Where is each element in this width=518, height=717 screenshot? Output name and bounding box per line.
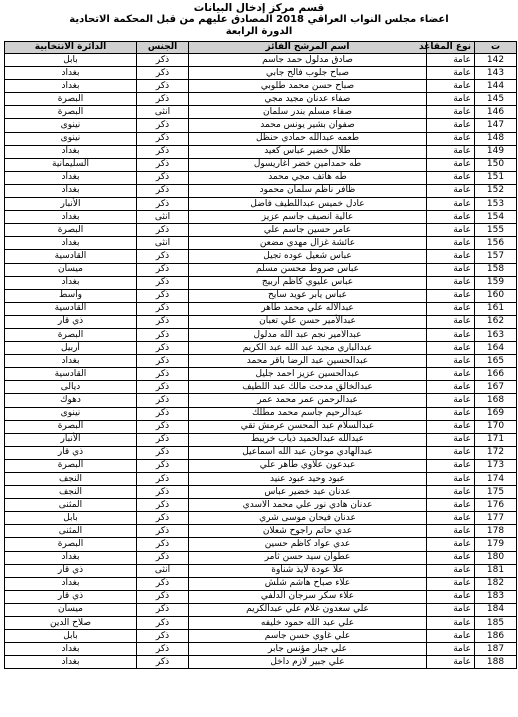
candidate-name-cell: عباس يابر عويد سايح bbox=[189, 289, 427, 302]
table-row bbox=[5, 355, 517, 368]
candidate-name-cell: عبدالله عبدالحميد ذياب خريبط bbox=[189, 433, 427, 446]
candidate-name-cell: عدي عواد كاظم حسين bbox=[189, 538, 427, 551]
seat-type-cell: عامة bbox=[427, 420, 475, 433]
row-number-cell: 179 bbox=[475, 538, 517, 551]
row-number-cell: 182 bbox=[475, 577, 517, 590]
district-cell: البصرة bbox=[5, 538, 137, 551]
row-number-cell: 147 bbox=[475, 119, 517, 132]
gender-cell: ذكر bbox=[137, 446, 189, 459]
row-number-cell: 144 bbox=[475, 80, 517, 93]
candidate-name-cell: عبدعون علاوي طاهر علي bbox=[189, 459, 427, 472]
district-cell: بغداد bbox=[5, 656, 137, 669]
gender-cell: ذكر bbox=[137, 473, 189, 486]
column-header-gender: الجنس bbox=[137, 42, 189, 54]
candidate-name-cell: عبدالامير نجم عبد الله مدلول bbox=[189, 328, 427, 341]
seat-type-cell: عامة bbox=[427, 446, 475, 459]
gender-cell: ذكر bbox=[137, 368, 189, 381]
row-number-cell: 169 bbox=[475, 407, 517, 420]
table-row bbox=[5, 106, 517, 119]
seat-type-cell: عامة bbox=[427, 302, 475, 315]
row-number-cell: 159 bbox=[475, 276, 517, 289]
seat-type-cell: عامة bbox=[427, 617, 475, 630]
gender-cell: ذكر bbox=[137, 525, 189, 538]
table-row bbox=[5, 459, 517, 472]
candidate-name-cell: علاء سكر سرجان الدلفي bbox=[189, 590, 427, 603]
district-cell: البصرة bbox=[5, 106, 137, 119]
table-row bbox=[5, 656, 517, 669]
gender-cell: ذكر bbox=[137, 630, 189, 643]
gender-cell: ذكر bbox=[137, 289, 189, 302]
table-row bbox=[5, 237, 517, 250]
seat-type-cell: عامة bbox=[427, 577, 475, 590]
gender-cell: ذكر bbox=[137, 171, 189, 184]
row-number-cell: 161 bbox=[475, 302, 517, 315]
candidate-name-cell: صفوان بشير يونس محمد bbox=[189, 119, 427, 132]
district-cell: القادسية bbox=[5, 250, 137, 263]
gender-cell: ذكر bbox=[137, 538, 189, 551]
seat-type-cell: عامة bbox=[427, 132, 475, 145]
district-cell: أربيل bbox=[5, 342, 137, 355]
row-number-cell: 146 bbox=[475, 106, 517, 119]
district-cell: نينوى bbox=[5, 132, 137, 145]
gender-cell: ذكر bbox=[137, 656, 189, 669]
row-number-cell: 178 bbox=[475, 525, 517, 538]
district-cell: نينوى bbox=[5, 119, 137, 132]
seat-type-cell: عامة bbox=[427, 67, 475, 80]
row-number-cell: 156 bbox=[475, 237, 517, 250]
row-number-cell: 171 bbox=[475, 433, 517, 446]
district-cell: الأنبار bbox=[5, 433, 137, 446]
table-row bbox=[5, 381, 517, 394]
row-number-cell: 185 bbox=[475, 617, 517, 630]
column-header-seat-type: نوع المقاعد bbox=[427, 42, 475, 54]
gender-cell: ذكر bbox=[137, 643, 189, 656]
gender-cell: ذكر bbox=[137, 394, 189, 407]
table-row bbox=[5, 407, 517, 420]
gender-cell: ذكر bbox=[137, 342, 189, 355]
row-number-cell: 174 bbox=[475, 473, 517, 486]
seat-type-cell: عامة bbox=[427, 224, 475, 237]
district-cell: صلاح الدين bbox=[5, 617, 137, 630]
seat-type-cell: عامة bbox=[427, 237, 475, 250]
row-number-cell: 160 bbox=[475, 289, 517, 302]
table-row bbox=[5, 643, 517, 656]
table-row bbox=[5, 67, 517, 80]
district-cell: القادسية bbox=[5, 302, 137, 315]
column-header-district: الدائرة الانتخابية bbox=[5, 42, 137, 54]
district-cell: ذي قار bbox=[5, 590, 137, 603]
candidate-name-cell: صباح حسن محمد طلوبي bbox=[189, 80, 427, 93]
district-cell: بغداد bbox=[5, 577, 137, 590]
candidate-name-cell: عامر حسين جاسم علي bbox=[189, 224, 427, 237]
district-cell: نينوى bbox=[5, 407, 137, 420]
gender-cell: انثى bbox=[137, 106, 189, 119]
row-number-cell: 152 bbox=[475, 184, 517, 197]
candidate-name-cell: صباح جلوب فالح جابي bbox=[189, 67, 427, 80]
district-cell: السليمانية bbox=[5, 158, 137, 171]
candidate-name-cell: عبدالباري مجيد عبد الله عبد الكريم bbox=[189, 342, 427, 355]
table-row bbox=[5, 499, 517, 512]
gender-cell: ذكر bbox=[137, 551, 189, 564]
district-cell: بغداد bbox=[5, 80, 137, 93]
candidate-name-cell: علي جبار مؤنس جابر bbox=[189, 643, 427, 656]
seat-type-cell: عامة bbox=[427, 342, 475, 355]
district-cell: بغداد bbox=[5, 355, 137, 368]
table-row bbox=[5, 184, 517, 197]
gender-cell: ذكر bbox=[137, 486, 189, 499]
table-row bbox=[5, 486, 517, 499]
table-row bbox=[5, 263, 517, 276]
table-row bbox=[5, 276, 517, 289]
row-number-cell: 181 bbox=[475, 564, 517, 577]
seat-type-cell: عامة bbox=[427, 551, 475, 564]
candidate-name-cell: عبدالسلام عبد المحسن عرمش تقي bbox=[189, 420, 427, 433]
row-number-cell: 180 bbox=[475, 551, 517, 564]
table-row bbox=[5, 603, 517, 616]
district-cell: النجف bbox=[5, 473, 137, 486]
table-row bbox=[5, 525, 517, 538]
table-row bbox=[5, 564, 517, 577]
document-title: اعضاء مجلس النواب العراقي 2018 المصادق عليهم من قبل المحكمة الاتحادية bbox=[69, 14, 449, 25]
district-cell: بغداد bbox=[5, 643, 137, 656]
table-row bbox=[5, 224, 517, 237]
seat-type-cell: عامة bbox=[427, 394, 475, 407]
candidate-name-cell: طلال خضير عباس كعيد bbox=[189, 145, 427, 158]
seat-type-cell: عامة bbox=[427, 459, 475, 472]
candidate-name-cell: علي جبير لازم داخل bbox=[189, 656, 427, 669]
gender-cell: ذكر bbox=[137, 276, 189, 289]
row-number-cell: 153 bbox=[475, 198, 517, 211]
candidate-name-cell: طه هاتف مجي محمد bbox=[189, 171, 427, 184]
row-number-cell: 158 bbox=[475, 263, 517, 276]
district-cell: البصرة bbox=[5, 224, 137, 237]
candidate-name-cell: عدنان فيحان موسى شري bbox=[189, 512, 427, 525]
table-header-row bbox=[5, 42, 517, 54]
row-number-cell: 148 bbox=[475, 132, 517, 145]
candidate-name-cell: عباس صروط محسن مسلم bbox=[189, 263, 427, 276]
table-row bbox=[5, 250, 517, 263]
candidate-name-cell: علاء صباح هاشم شلش bbox=[189, 577, 427, 590]
table-row bbox=[5, 433, 517, 446]
row-number-cell: 154 bbox=[475, 211, 517, 224]
candidate-name-cell: عبدالهادي موحان عبد الله اسماعيل bbox=[189, 446, 427, 459]
gender-cell: ذكر bbox=[137, 315, 189, 328]
gender-cell: ذكر bbox=[137, 93, 189, 106]
seat-type-cell: عامة bbox=[427, 315, 475, 328]
gender-cell: ذكر bbox=[137, 328, 189, 341]
district-cell: الأنبار bbox=[5, 198, 137, 211]
seat-type-cell: عامة bbox=[427, 473, 475, 486]
seat-type-cell: عامة bbox=[427, 381, 475, 394]
gender-cell: ذكر bbox=[137, 407, 189, 420]
table-row bbox=[5, 171, 517, 184]
table-row bbox=[5, 119, 517, 132]
table-row bbox=[5, 315, 517, 328]
seat-type-cell: عامة bbox=[427, 499, 475, 512]
gender-cell: ذكر bbox=[137, 80, 189, 93]
gender-cell: ذكر bbox=[137, 302, 189, 315]
row-number-cell: 166 bbox=[475, 368, 517, 381]
gender-cell: ذكر bbox=[137, 250, 189, 263]
gender-cell: ذكر bbox=[137, 132, 189, 145]
row-number-cell: 164 bbox=[475, 342, 517, 355]
candidate-name-cell: عبدالأمير حسن علي تعبان bbox=[189, 315, 427, 328]
district-cell: بابل bbox=[5, 54, 137, 67]
gender-cell: ذكر bbox=[137, 158, 189, 171]
table-row bbox=[5, 420, 517, 433]
candidate-name-cell: عبدالحسين عزيز احمد جليل bbox=[189, 368, 427, 381]
table-row bbox=[5, 302, 517, 315]
table-row bbox=[5, 158, 517, 171]
district-cell: البصرة bbox=[5, 93, 137, 106]
table-row bbox=[5, 80, 517, 93]
row-number-cell: 183 bbox=[475, 590, 517, 603]
candidate-name-cell: صفاء عدنان مجيد مجي bbox=[189, 93, 427, 106]
table-row bbox=[5, 289, 517, 302]
candidate-name-cell: صادق مدلول حمد جاسم bbox=[189, 54, 427, 67]
column-header-candidate-name: اسم المرشح الفائز bbox=[189, 42, 427, 54]
table-row bbox=[5, 145, 517, 158]
table-row bbox=[5, 198, 517, 211]
candidate-name-cell: علي سعدون غلام علي عبدالكريم bbox=[189, 603, 427, 616]
gender-cell: ذكر bbox=[137, 145, 189, 158]
gender-cell: انثى bbox=[137, 237, 189, 250]
gender-cell: ذكر bbox=[137, 499, 189, 512]
seat-type-cell: عامة bbox=[427, 145, 475, 158]
row-number-cell: 143 bbox=[475, 67, 517, 80]
gender-cell: ذكر bbox=[137, 355, 189, 368]
table-row bbox=[5, 630, 517, 643]
seat-type-cell: عامة bbox=[427, 54, 475, 67]
seat-type-cell: عامة bbox=[427, 590, 475, 603]
candidate-name-cell: عبدالرحيم جاسم محمد مطلك bbox=[189, 407, 427, 420]
row-number-cell: 167 bbox=[475, 381, 517, 394]
table-row bbox=[5, 512, 517, 525]
row-number-cell: 168 bbox=[475, 394, 517, 407]
table-row bbox=[5, 394, 517, 407]
seat-type-cell: عامة bbox=[427, 263, 475, 276]
gender-cell: ذكر bbox=[137, 263, 189, 276]
row-number-cell: 176 bbox=[475, 499, 517, 512]
seat-type-cell: عامة bbox=[427, 106, 475, 119]
candidate-name-cell: ظافر ناظم سلمان محمود bbox=[189, 184, 427, 197]
candidate-name-cell: عبدالخالق مدحت مالك عبد اللطيف bbox=[189, 381, 427, 394]
row-number-cell: 172 bbox=[475, 446, 517, 459]
gender-cell: ذكر bbox=[137, 433, 189, 446]
department-title: قسم مركز إدخال البيانات bbox=[193, 2, 325, 14]
table-row bbox=[5, 590, 517, 603]
gender-cell: ذكر bbox=[137, 119, 189, 132]
district-cell: بغداد bbox=[5, 171, 137, 184]
row-number-cell: 186 bbox=[475, 630, 517, 643]
candidate-name-cell: عدنان هادي نور علي محمد الاسدي bbox=[189, 499, 427, 512]
gender-cell: ذكر bbox=[137, 67, 189, 80]
district-cell: بغداد bbox=[5, 145, 137, 158]
table-row bbox=[5, 538, 517, 551]
district-cell: بغداد bbox=[5, 211, 137, 224]
candidate-name-cell: علي عبد الله حمود خليفه bbox=[189, 617, 427, 630]
session-title: الدورة الرابعة bbox=[225, 26, 293, 37]
row-number-cell: 173 bbox=[475, 459, 517, 472]
seat-type-cell: عامة bbox=[427, 538, 475, 551]
district-cell: ذي قار bbox=[5, 315, 137, 328]
gender-cell: ذكر bbox=[137, 184, 189, 197]
district-cell: واسط bbox=[5, 289, 137, 302]
candidate-name-cell: عبود وحيد عبود عنيد bbox=[189, 473, 427, 486]
district-cell: البصرة bbox=[5, 459, 137, 472]
seat-type-cell: عامة bbox=[427, 171, 475, 184]
seat-type-cell: عامة bbox=[427, 80, 475, 93]
table-row bbox=[5, 211, 517, 224]
row-number-cell: 151 bbox=[475, 171, 517, 184]
district-cell: بابل bbox=[5, 630, 137, 643]
seat-type-cell: عامة bbox=[427, 368, 475, 381]
seat-type-cell: عامة bbox=[427, 211, 475, 224]
district-cell: دهوك bbox=[5, 394, 137, 407]
seat-type-cell: عامة bbox=[427, 276, 475, 289]
row-number-cell: 163 bbox=[475, 328, 517, 341]
candidate-name-cell: عالية انصيف جاسم عزيز bbox=[189, 211, 427, 224]
seat-type-cell: عامة bbox=[427, 184, 475, 197]
district-cell: ميسان bbox=[5, 603, 137, 616]
table-row bbox=[5, 446, 517, 459]
candidate-name-cell: عائشة غزال مهدي مضعن bbox=[189, 237, 427, 250]
seat-type-cell: عامة bbox=[427, 158, 475, 171]
gender-cell: ذكر bbox=[137, 459, 189, 472]
seat-type-cell: عامة bbox=[427, 119, 475, 132]
candidate-name-cell: علي غاوي حسن جاسم bbox=[189, 630, 427, 643]
candidate-name-cell: عبدالحسين عبد الرضا باقر محمد bbox=[189, 355, 427, 368]
seat-type-cell: عامة bbox=[427, 289, 475, 302]
row-number-cell: 170 bbox=[475, 420, 517, 433]
seat-type-cell: عامة bbox=[427, 433, 475, 446]
district-cell: المثنى bbox=[5, 525, 137, 538]
candidate-name-cell: عبدالرحمن عمر محمد عمر bbox=[189, 394, 427, 407]
row-number-cell: 165 bbox=[475, 355, 517, 368]
seat-type-cell: عامة bbox=[427, 407, 475, 420]
district-cell: القادسية bbox=[5, 368, 137, 381]
row-number-cell: 175 bbox=[475, 486, 517, 499]
district-cell: بغداد bbox=[5, 67, 137, 80]
gender-cell: انثى bbox=[137, 211, 189, 224]
district-cell: ديالى bbox=[5, 381, 137, 394]
seat-type-cell: عامة bbox=[427, 328, 475, 341]
row-number-cell: 187 bbox=[475, 643, 517, 656]
district-cell: ميسان bbox=[5, 263, 137, 276]
gender-cell: ذكر bbox=[137, 512, 189, 525]
gender-cell: ذكر bbox=[137, 420, 189, 433]
table-row bbox=[5, 473, 517, 486]
seat-type-cell: عامة bbox=[427, 603, 475, 616]
table-row bbox=[5, 132, 517, 145]
candidate-name-cell: عباس شعيل عوده تجيل bbox=[189, 250, 427, 263]
column-header-number: ت bbox=[475, 42, 517, 54]
gender-cell: انثى bbox=[137, 564, 189, 577]
candidate-name-cell: طعمه عبدالله حمادي حنظل bbox=[189, 132, 427, 145]
seat-type-cell: عامة bbox=[427, 656, 475, 669]
gender-cell: ذكر bbox=[137, 617, 189, 630]
seat-type-cell: عامة bbox=[427, 564, 475, 577]
seat-type-cell: عامة bbox=[427, 630, 475, 643]
seat-type-cell: عامة bbox=[427, 486, 475, 499]
district-cell: بغداد bbox=[5, 551, 137, 564]
table-row bbox=[5, 368, 517, 381]
table-row bbox=[5, 551, 517, 564]
candidate-name-cell: عبدالاله علي محمد طاهر bbox=[189, 302, 427, 315]
row-number-cell: 142 bbox=[475, 54, 517, 67]
row-number-cell: 188 bbox=[475, 656, 517, 669]
row-number-cell: 184 bbox=[475, 603, 517, 616]
gender-cell: ذكر bbox=[137, 381, 189, 394]
district-cell: بغداد bbox=[5, 184, 137, 197]
candidate-name-cell: عدي حاتم راجوح شعلان bbox=[189, 525, 427, 538]
gender-cell: ذكر bbox=[137, 590, 189, 603]
district-cell: بغداد bbox=[5, 276, 137, 289]
seat-type-cell: عامة bbox=[427, 93, 475, 106]
candidate-name-cell: طه حمدامين خضر اغاريسول bbox=[189, 158, 427, 171]
candidate-name-cell: صفاء مسلم بندر سلمان bbox=[189, 106, 427, 119]
row-number-cell: 177 bbox=[475, 512, 517, 525]
candidate-name-cell: عادل خميس عبداللطيف فاضل bbox=[189, 198, 427, 211]
candidate-name-cell: علا عودة لايذ شناوة bbox=[189, 564, 427, 577]
table-row bbox=[5, 328, 517, 341]
seat-type-cell: عامة bbox=[427, 355, 475, 368]
table-row bbox=[5, 617, 517, 630]
gender-cell: ذكر bbox=[137, 224, 189, 237]
seat-type-cell: عامة bbox=[427, 643, 475, 656]
seat-type-cell: عامة bbox=[427, 198, 475, 211]
table-row bbox=[5, 93, 517, 106]
district-cell: بغداد bbox=[5, 237, 137, 250]
row-number-cell: 150 bbox=[475, 158, 517, 171]
row-number-cell: 155 bbox=[475, 224, 517, 237]
district-cell: النجف bbox=[5, 486, 137, 499]
table-row bbox=[5, 577, 517, 590]
gender-cell: ذكر bbox=[137, 603, 189, 616]
seat-type-cell: عامة bbox=[427, 512, 475, 525]
row-number-cell: 157 bbox=[475, 250, 517, 263]
table-row bbox=[5, 342, 517, 355]
district-cell: ذي قار bbox=[5, 564, 137, 577]
district-cell: المثنى bbox=[5, 499, 137, 512]
table-row bbox=[5, 54, 517, 67]
candidate-name-cell: عدنان عبد خضير عباس bbox=[189, 486, 427, 499]
document-header bbox=[0, 0, 518, 38]
row-number-cell: 149 bbox=[475, 145, 517, 158]
district-cell: البصرة bbox=[5, 328, 137, 341]
district-cell: البصرة bbox=[5, 420, 137, 433]
gender-cell: ذكر bbox=[137, 54, 189, 67]
district-cell: ذي قار bbox=[5, 446, 137, 459]
members-table bbox=[4, 41, 517, 669]
district-cell: بابل bbox=[5, 512, 137, 525]
candidate-name-cell: عطوان سيد حسن ثامر bbox=[189, 551, 427, 564]
gender-cell: ذكر bbox=[137, 198, 189, 211]
row-number-cell: 145 bbox=[475, 93, 517, 106]
row-number-cell: 162 bbox=[475, 315, 517, 328]
seat-type-cell: عامة bbox=[427, 250, 475, 263]
gender-cell: ذكر bbox=[137, 577, 189, 590]
seat-type-cell: عامة bbox=[427, 525, 475, 538]
candidate-name-cell: عباس عليوي كاظم اربيج bbox=[189, 276, 427, 289]
